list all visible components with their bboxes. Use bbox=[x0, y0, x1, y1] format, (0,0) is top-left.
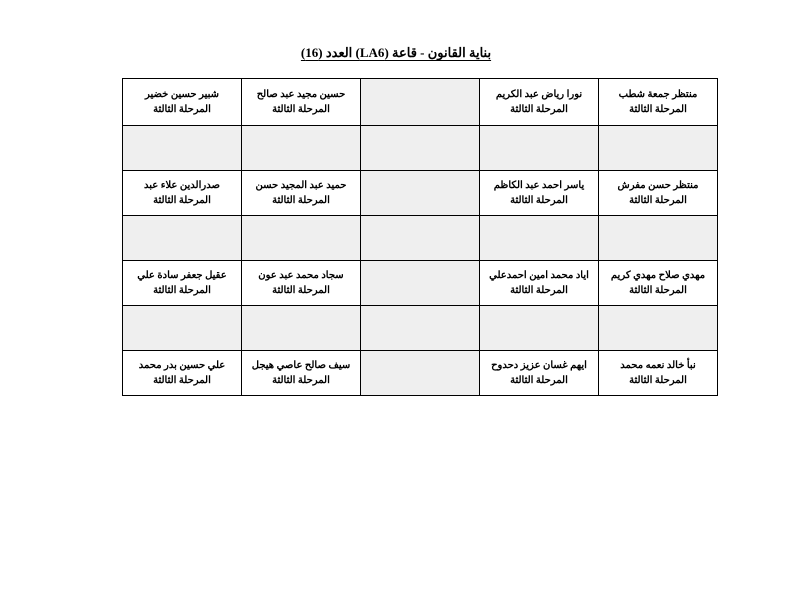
student-stage: المرحلة الثالثة bbox=[510, 375, 568, 386]
student-stage: المرحلة الثالثة bbox=[153, 104, 211, 115]
student-stage: المرحلة الثالثة bbox=[629, 195, 687, 206]
empty-cell bbox=[361, 79, 480, 126]
student-cell bbox=[599, 261, 718, 306]
student-stage: المرحلة الثالثة bbox=[153, 375, 211, 386]
student-stage: المرحلة الثالثة bbox=[272, 375, 330, 386]
empty-cell bbox=[480, 216, 599, 261]
empty-cell bbox=[361, 306, 480, 351]
student-cell bbox=[599, 171, 718, 216]
empty-cell bbox=[242, 126, 361, 171]
student-cell bbox=[480, 171, 599, 216]
empty-cell bbox=[599, 306, 718, 351]
empty-cell bbox=[599, 126, 718, 171]
empty-cell bbox=[123, 126, 242, 171]
empty-cell bbox=[242, 216, 361, 261]
empty-cell bbox=[361, 126, 480, 171]
student-cell bbox=[123, 351, 242, 396]
student-cell bbox=[480, 351, 599, 396]
student-stage: المرحلة الثالثة bbox=[629, 285, 687, 296]
student-name: مهدي صلاح مهدي كريم bbox=[610, 270, 706, 281]
student-name: علي حسين بدر محمد bbox=[138, 360, 226, 371]
empty-cell bbox=[242, 306, 361, 351]
student-cell bbox=[242, 261, 361, 306]
student-name: ايهم غسان عزيز دحدوح bbox=[491, 360, 587, 371]
student-row bbox=[123, 261, 718, 306]
student-stage: المرحلة الثالثة bbox=[153, 285, 211, 296]
student-name: نورا رياض عبد الكريم bbox=[495, 89, 583, 100]
student-cell bbox=[480, 79, 599, 126]
seating-table-body bbox=[123, 79, 718, 396]
student-stage: المرحلة الثالثة bbox=[629, 375, 687, 386]
empty-cell bbox=[361, 171, 480, 216]
student-name: منتظر حسن مفرش bbox=[617, 180, 699, 191]
student-cell bbox=[123, 79, 242, 126]
student-cell bbox=[242, 79, 361, 126]
student-row bbox=[123, 79, 718, 126]
empty-cell bbox=[599, 216, 718, 261]
student-stage: المرحلة الثالثة bbox=[510, 195, 568, 206]
spacer-row bbox=[123, 216, 718, 261]
seating-table bbox=[122, 78, 718, 396]
student-cell bbox=[599, 351, 718, 396]
student-row bbox=[123, 171, 718, 216]
student-name: سجاد محمد عبد عون bbox=[258, 270, 344, 281]
student-cell bbox=[480, 261, 599, 306]
student-cell bbox=[242, 171, 361, 216]
student-stage: المرحلة الثالثة bbox=[272, 104, 330, 115]
empty-cell bbox=[361, 216, 480, 261]
student-name: سيف صالح عاصي هيجل bbox=[251, 360, 351, 371]
student-name: نبأ خالد نعمه محمد bbox=[620, 360, 696, 371]
student-stage: المرحلة الثالثة bbox=[153, 195, 211, 206]
spacer-row bbox=[123, 126, 718, 171]
student-stage: المرحلة الثالثة bbox=[272, 285, 330, 296]
empty-cell bbox=[123, 216, 242, 261]
student-cell bbox=[123, 171, 242, 216]
student-stage: المرحلة الثالثة bbox=[510, 285, 568, 296]
student-name: حسين مجيد عبد صالح bbox=[256, 89, 346, 100]
student-name: حميد عبد المجيد حسن bbox=[255, 180, 347, 191]
student-stage: المرحلة الثالثة bbox=[272, 195, 330, 206]
student-row bbox=[123, 351, 718, 396]
empty-cell bbox=[123, 306, 242, 351]
student-name: ياسر احمد عبد الكاظم bbox=[493, 180, 585, 191]
page-title: بناية القانون - قاعة (LA6) العدد (16) bbox=[300, 45, 492, 60]
empty-cell bbox=[361, 351, 480, 396]
empty-cell bbox=[361, 261, 480, 306]
student-cell bbox=[242, 351, 361, 396]
student-name: شبير حسين خضير bbox=[144, 89, 220, 100]
student-cell bbox=[123, 261, 242, 306]
student-name: عقيل جعفر سادة علي bbox=[137, 270, 227, 281]
empty-cell bbox=[480, 126, 599, 171]
student-stage: المرحلة الثالثة bbox=[510, 104, 568, 115]
empty-cell bbox=[480, 306, 599, 351]
student-name: صدرالدين علاء عبد bbox=[144, 180, 220, 191]
student-name: منتظر جمعة شطب bbox=[618, 89, 698, 100]
student-stage: المرحلة الثالثة bbox=[629, 104, 687, 115]
student-name: اياد محمد امين احمدعلي bbox=[489, 270, 589, 281]
spacer-row bbox=[123, 306, 718, 351]
student-cell bbox=[599, 79, 718, 126]
